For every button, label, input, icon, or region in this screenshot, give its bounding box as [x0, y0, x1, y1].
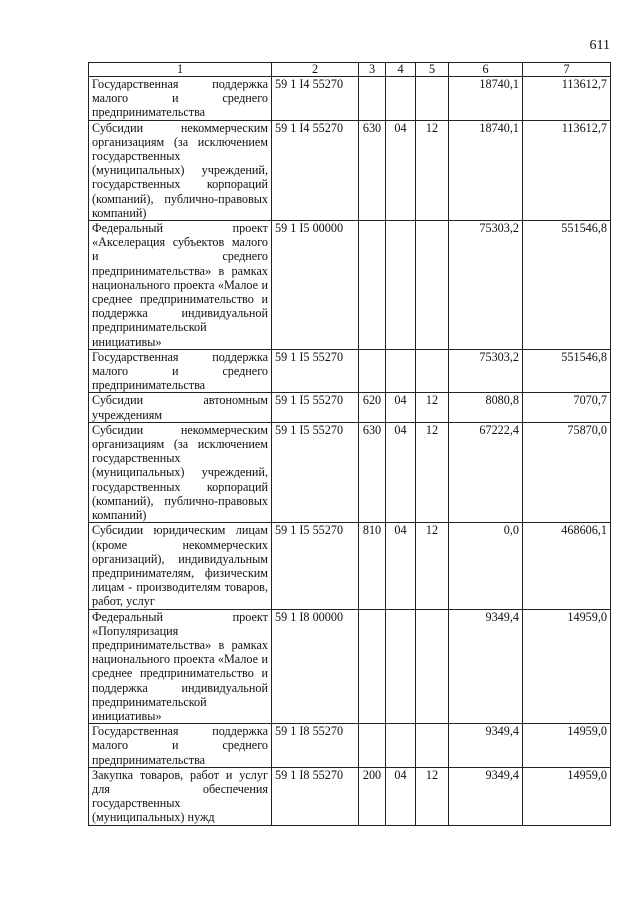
row-col3-cell: 200: [359, 767, 386, 825]
row-col4-cell: [386, 349, 416, 393]
row-name-cell: Закупка товаров, работ и услуг для обеспечения государственных (муниципальных) нужд: [89, 767, 272, 825]
budget-table: [88, 62, 611, 826]
row-col4-cell: [386, 77, 416, 121]
table-row: [89, 120, 611, 220]
row-col5-cell: 12: [416, 422, 449, 522]
table-row: [89, 393, 611, 422]
row-value-2020-cell: 113612,7: [523, 120, 611, 220]
row-value-2020-cell: 551546,8: [523, 221, 611, 350]
row-value-2019-cell: 75303,2: [449, 221, 523, 350]
column-header: 5: [416, 63, 449, 77]
row-code-cell: 59 1 I5 55270: [272, 523, 359, 609]
row-value-2019-cell: 18740,1: [449, 120, 523, 220]
row-code-cell: 59 1 I4 55270: [272, 120, 359, 220]
row-col5-cell: 12: [416, 767, 449, 825]
row-value-2019-cell: 9349,4: [449, 724, 523, 768]
row-value-2020-cell: 7070,7: [523, 393, 611, 422]
row-value-2020-cell: 468606,1: [523, 523, 611, 609]
row-value-2019-cell: 67222,4: [449, 422, 523, 522]
row-col4-cell: 04: [386, 422, 416, 522]
row-name-cell: Государственная поддержка малого и среднего предпринимательства: [89, 77, 272, 121]
table-row: [89, 767, 611, 825]
column-header: 6: [449, 63, 523, 77]
row-value-2020-cell: 75870,0: [523, 422, 611, 522]
row-value-2019-cell: 0,0: [449, 523, 523, 609]
row-name-cell: Федеральный проект «Популяризация предпринимательства» в рамках национального проекта «Малое и среднее предпринимательство и поддержка индивидуальной предпринимательской инициативы»: [89, 609, 272, 724]
row-name-cell: Федеральный проект «Акселерация субъектов малого и среднего предпринимательства» в рамках национального проекта «Малое и среднее предпринимательство и поддержка индивидуальной предпринимательской инициативы»: [89, 221, 272, 350]
row-col4-cell: [386, 724, 416, 768]
row-code-cell: 59 1 I5 55270: [272, 422, 359, 522]
row-name-cell: Государственная поддержка малого и среднего предпринимательства: [89, 349, 272, 393]
row-value-2020-cell: 551546,8: [523, 349, 611, 393]
table-row: [89, 609, 611, 724]
table-row: [89, 349, 611, 393]
row-value-2019-cell: 9349,4: [449, 609, 523, 724]
row-col4-cell: 04: [386, 393, 416, 422]
row-col5-cell: [416, 221, 449, 350]
row-value-2019-cell: 18740,1: [449, 77, 523, 121]
row-value-2020-cell: 14959,0: [523, 767, 611, 825]
row-col5-cell: 12: [416, 393, 449, 422]
row-col4-cell: 04: [386, 767, 416, 825]
row-col3-cell: [359, 349, 386, 393]
row-col5-cell: [416, 724, 449, 768]
table-row: [89, 77, 611, 121]
row-col3-cell: [359, 77, 386, 121]
table-header-row: [89, 63, 611, 77]
row-col4-cell: 04: [386, 120, 416, 220]
row-name-cell: Государственная поддержка малого и среднего предпринимательства: [89, 724, 272, 768]
row-col3-cell: [359, 609, 386, 724]
column-header: 2: [272, 63, 359, 77]
row-col3-cell: 620: [359, 393, 386, 422]
row-col3-cell: 630: [359, 120, 386, 220]
page-number: 611: [589, 38, 610, 53]
row-value-2020-cell: 14959,0: [523, 724, 611, 768]
row-code-cell: 59 1 I8 55270: [272, 724, 359, 768]
row-name-cell: Субсидии некоммерческим организациям (за исключением государственных (муниципальных) учреждений, государственных корпораций (компаний), публично-правовых компаний): [89, 120, 272, 220]
row-col5-cell: [416, 77, 449, 121]
column-header: 1: [89, 63, 272, 77]
row-name-cell: Субсидии автономным учреждениям: [89, 393, 272, 422]
row-code-cell: 59 1 I8 55270: [272, 767, 359, 825]
row-code-cell: 59 1 I5 55270: [272, 393, 359, 422]
row-col4-cell: [386, 221, 416, 350]
row-value-2019-cell: 8080,8: [449, 393, 523, 422]
row-name-cell: Субсидии юридическим лицам (кроме некоммерческих организаций), индивидуальным предпринимателям, физическим лицам - производителям товаров, работ, услуг: [89, 523, 272, 609]
column-header: 7: [523, 63, 611, 77]
row-code-cell: 59 1 I5 00000: [272, 221, 359, 350]
table-row: [89, 724, 611, 768]
row-col3-cell: [359, 724, 386, 768]
row-col3-cell: 630: [359, 422, 386, 522]
row-code-cell: 59 1 I4 55270: [272, 77, 359, 121]
row-col5-cell: 12: [416, 523, 449, 609]
row-value-2019-cell: 9349,4: [449, 767, 523, 825]
row-col5-cell: [416, 349, 449, 393]
row-col4-cell: [386, 609, 416, 724]
row-col5-cell: [416, 609, 449, 724]
row-value-2020-cell: 14959,0: [523, 609, 611, 724]
table-row: [89, 221, 611, 350]
column-header: 3: [359, 63, 386, 77]
row-code-cell: 59 1 I8 00000: [272, 609, 359, 724]
row-value-2020-cell: 113612,7: [523, 77, 611, 121]
row-col5-cell: 12: [416, 120, 449, 220]
row-name-cell: Субсидии некоммерческим организациям (за исключением государственных (муниципальных) учреждений, государственных корпораций (компаний), публично-правовых компаний): [89, 422, 272, 522]
row-code-cell: 59 1 I5 55270: [272, 349, 359, 393]
row-value-2019-cell: 75303,2: [449, 349, 523, 393]
row-col3-cell: 810: [359, 523, 386, 609]
column-header: 4: [386, 63, 416, 77]
row-col4-cell: 04: [386, 523, 416, 609]
row-col3-cell: [359, 221, 386, 350]
table-row: [89, 523, 611, 609]
table-row: [89, 422, 611, 522]
